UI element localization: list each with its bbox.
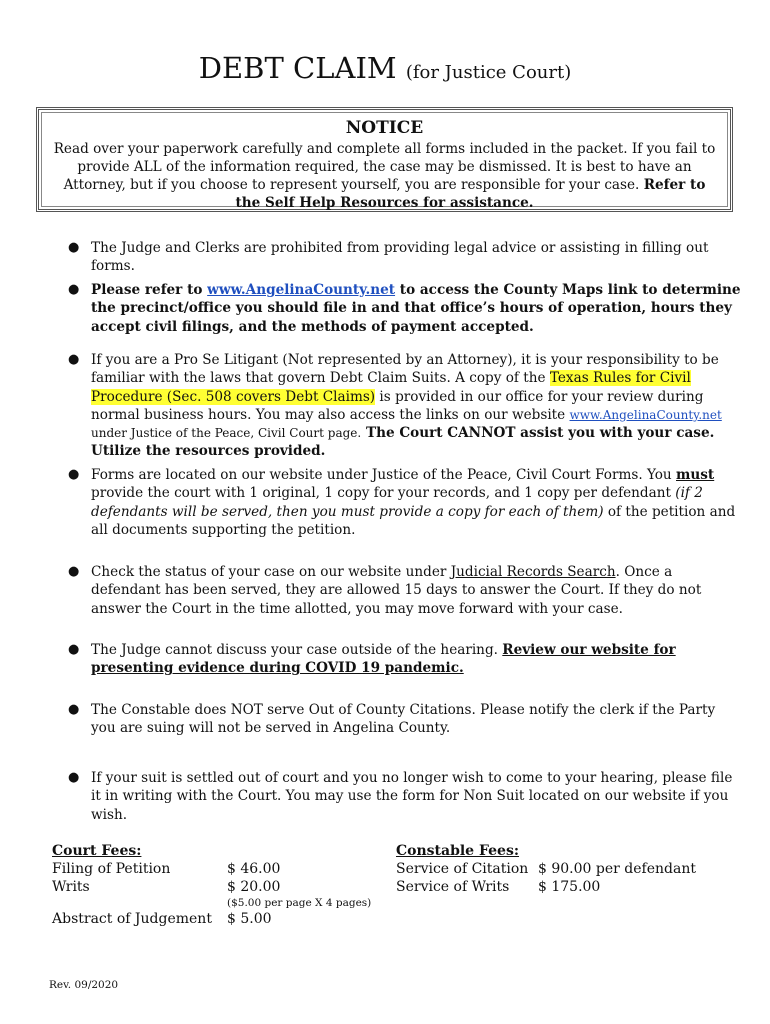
service-writs-label: Service of Writs bbox=[396, 879, 510, 895]
bullet-item-2 bbox=[68, 281, 744, 336]
writs-note: ($5.00 per page X 4 pages) bbox=[227, 897, 372, 909]
bullet-4-pre: Forms are located on our website under Justice of the Peace, Civil Court Forms. You bbox=[91, 467, 677, 483]
revision-date: Rev. 09/2020 bbox=[49, 979, 119, 991]
notice-bold: Refer to the Self Help Resources for assistance. bbox=[235, 177, 706, 211]
bullet-6-bold: Review our website for presenting evidence during COVID 19 pandemic. bbox=[91, 642, 676, 677]
filing-label: Filing of Petition bbox=[52, 861, 171, 877]
bullet-item-7 bbox=[68, 701, 744, 738]
bullet-item-1 bbox=[68, 239, 744, 276]
angelina-county-link-2[interactable]: www.AngelinaCounty.net bbox=[569, 407, 722, 422]
bullet-dot-icon: ● bbox=[68, 240, 80, 255]
notice-box bbox=[36, 107, 733, 212]
angelina-county-link[interactable]: www.AngelinaCounty.net bbox=[207, 282, 396, 298]
title-sub: (for Justice Court) bbox=[405, 62, 572, 83]
bullet-2-post: to access the County Maps link to determine the precinct/office you should file in and that office’s hours of operation, hours they accept civil filings, and the methods of payment accepted. bbox=[91, 282, 741, 335]
bullet-5-post: . Once a defendant has been served, they are allowed 15 days to answer the Court. If they do not answer the Court in the time allotted, you may move forward with your case. bbox=[91, 564, 702, 617]
bullet-2-pre: Please refer to bbox=[91, 282, 208, 298]
writs-value: $ 20.00 bbox=[227, 879, 281, 895]
notice-inner bbox=[41, 112, 728, 211]
bullet-item-6 bbox=[68, 641, 744, 678]
texas-rules-highlight: Texas Rules for Civil Procedure (Sec. 508 covers Debt Claims) bbox=[91, 370, 691, 405]
bullet-item-4 bbox=[68, 466, 744, 539]
constable-fees-heading: Constable Fees: bbox=[396, 843, 520, 859]
bullet-item-5 bbox=[68, 563, 744, 618]
abstract-value: $ 5.00 bbox=[227, 911, 272, 927]
bullet-1-text: The Judge and Clerks are prohibited from providing legal advice or assisting in filling out forms. bbox=[91, 240, 709, 275]
page-title bbox=[0, 50, 770, 91]
abstract-label: Abstract of Judgement bbox=[52, 911, 212, 927]
bullet-item-3 bbox=[68, 351, 744, 461]
bullet-8-text: If your suit is settled out of court and you no longer wish to come to your hearing, please file it in writing with the Court. You may use the form for Non Suit located on our website if you wish. bbox=[91, 770, 733, 823]
notice-heading: NOTICE bbox=[345, 118, 424, 138]
notice-body: Read over your paperwork carefully and complete all forms included in the packet. If you fail to provide ALL of the information required, the case may be dismissed. It is best to have an Attorney, but if you choose to represent yourself, you are responsible for your case. bbox=[53, 141, 716, 193]
court-fees-heading: Court Fees: bbox=[52, 843, 142, 859]
bullet-item-8 bbox=[68, 769, 744, 824]
citation-value: $ 90.00 per defendant bbox=[538, 861, 696, 877]
bullet-dot-icon: ● bbox=[68, 282, 80, 297]
bullet-5-pre: Check the status of your case on our website under bbox=[91, 564, 451, 580]
title-main: DEBT CLAIM bbox=[198, 51, 397, 85]
bullet-4-italic: (if 2 defendants will be served, then you must provide a copy for each of them) bbox=[91, 485, 703, 520]
judicial-records-search-link[interactable]: Judicial Records Search bbox=[450, 564, 616, 580]
bullet-dot-icon: ● bbox=[68, 642, 80, 657]
bullet-dot-icon: ● bbox=[68, 770, 80, 785]
bullet-dot-icon: ● bbox=[68, 702, 80, 717]
bullet-3-small: under Justice of the Peace, Civil Court page. bbox=[91, 426, 362, 441]
bullet-dot-icon: ● bbox=[68, 352, 80, 367]
citation-label: Service of Citation bbox=[396, 861, 529, 877]
bullet-7-text: The Constable does NOT serve Out of County Citations. Please notify the clerk if the Party you are suing will not be served in Angelina County. bbox=[91, 702, 716, 737]
bullet-3-mid: is provided in our office for your review during normal business hours. You may also access the links on our website bbox=[91, 388, 704, 423]
bullet-dot-icon: ● bbox=[68, 564, 80, 579]
filing-value: $ 46.00 bbox=[227, 861, 281, 877]
writs-label: Writs bbox=[52, 879, 90, 895]
bullet-3-bold: The Court CANNOT assist you with your case. Utilize the resources provided. bbox=[91, 425, 715, 460]
bullet-dot-icon: ● bbox=[68, 467, 80, 482]
bullet-4-mid: provide the court with 1 original, 1 copy for your records, and 1 copy per defendant bbox=[91, 485, 676, 502]
must-emphasis: must bbox=[676, 467, 715, 483]
bullet-4-post: of the petition and all documents supporting the petition. bbox=[91, 503, 736, 538]
bullet-6-pre: The Judge cannot discuss your case outside of the hearing. bbox=[91, 642, 503, 658]
service-writs-value: $ 175.00 bbox=[538, 879, 601, 895]
bullet-3-pre: If you are a Pro Se Litigant (Not represented by an Attorney), it is your responsibility to be familiar with the laws that govern Debt Claim Suits. A copy of the bbox=[91, 352, 719, 387]
